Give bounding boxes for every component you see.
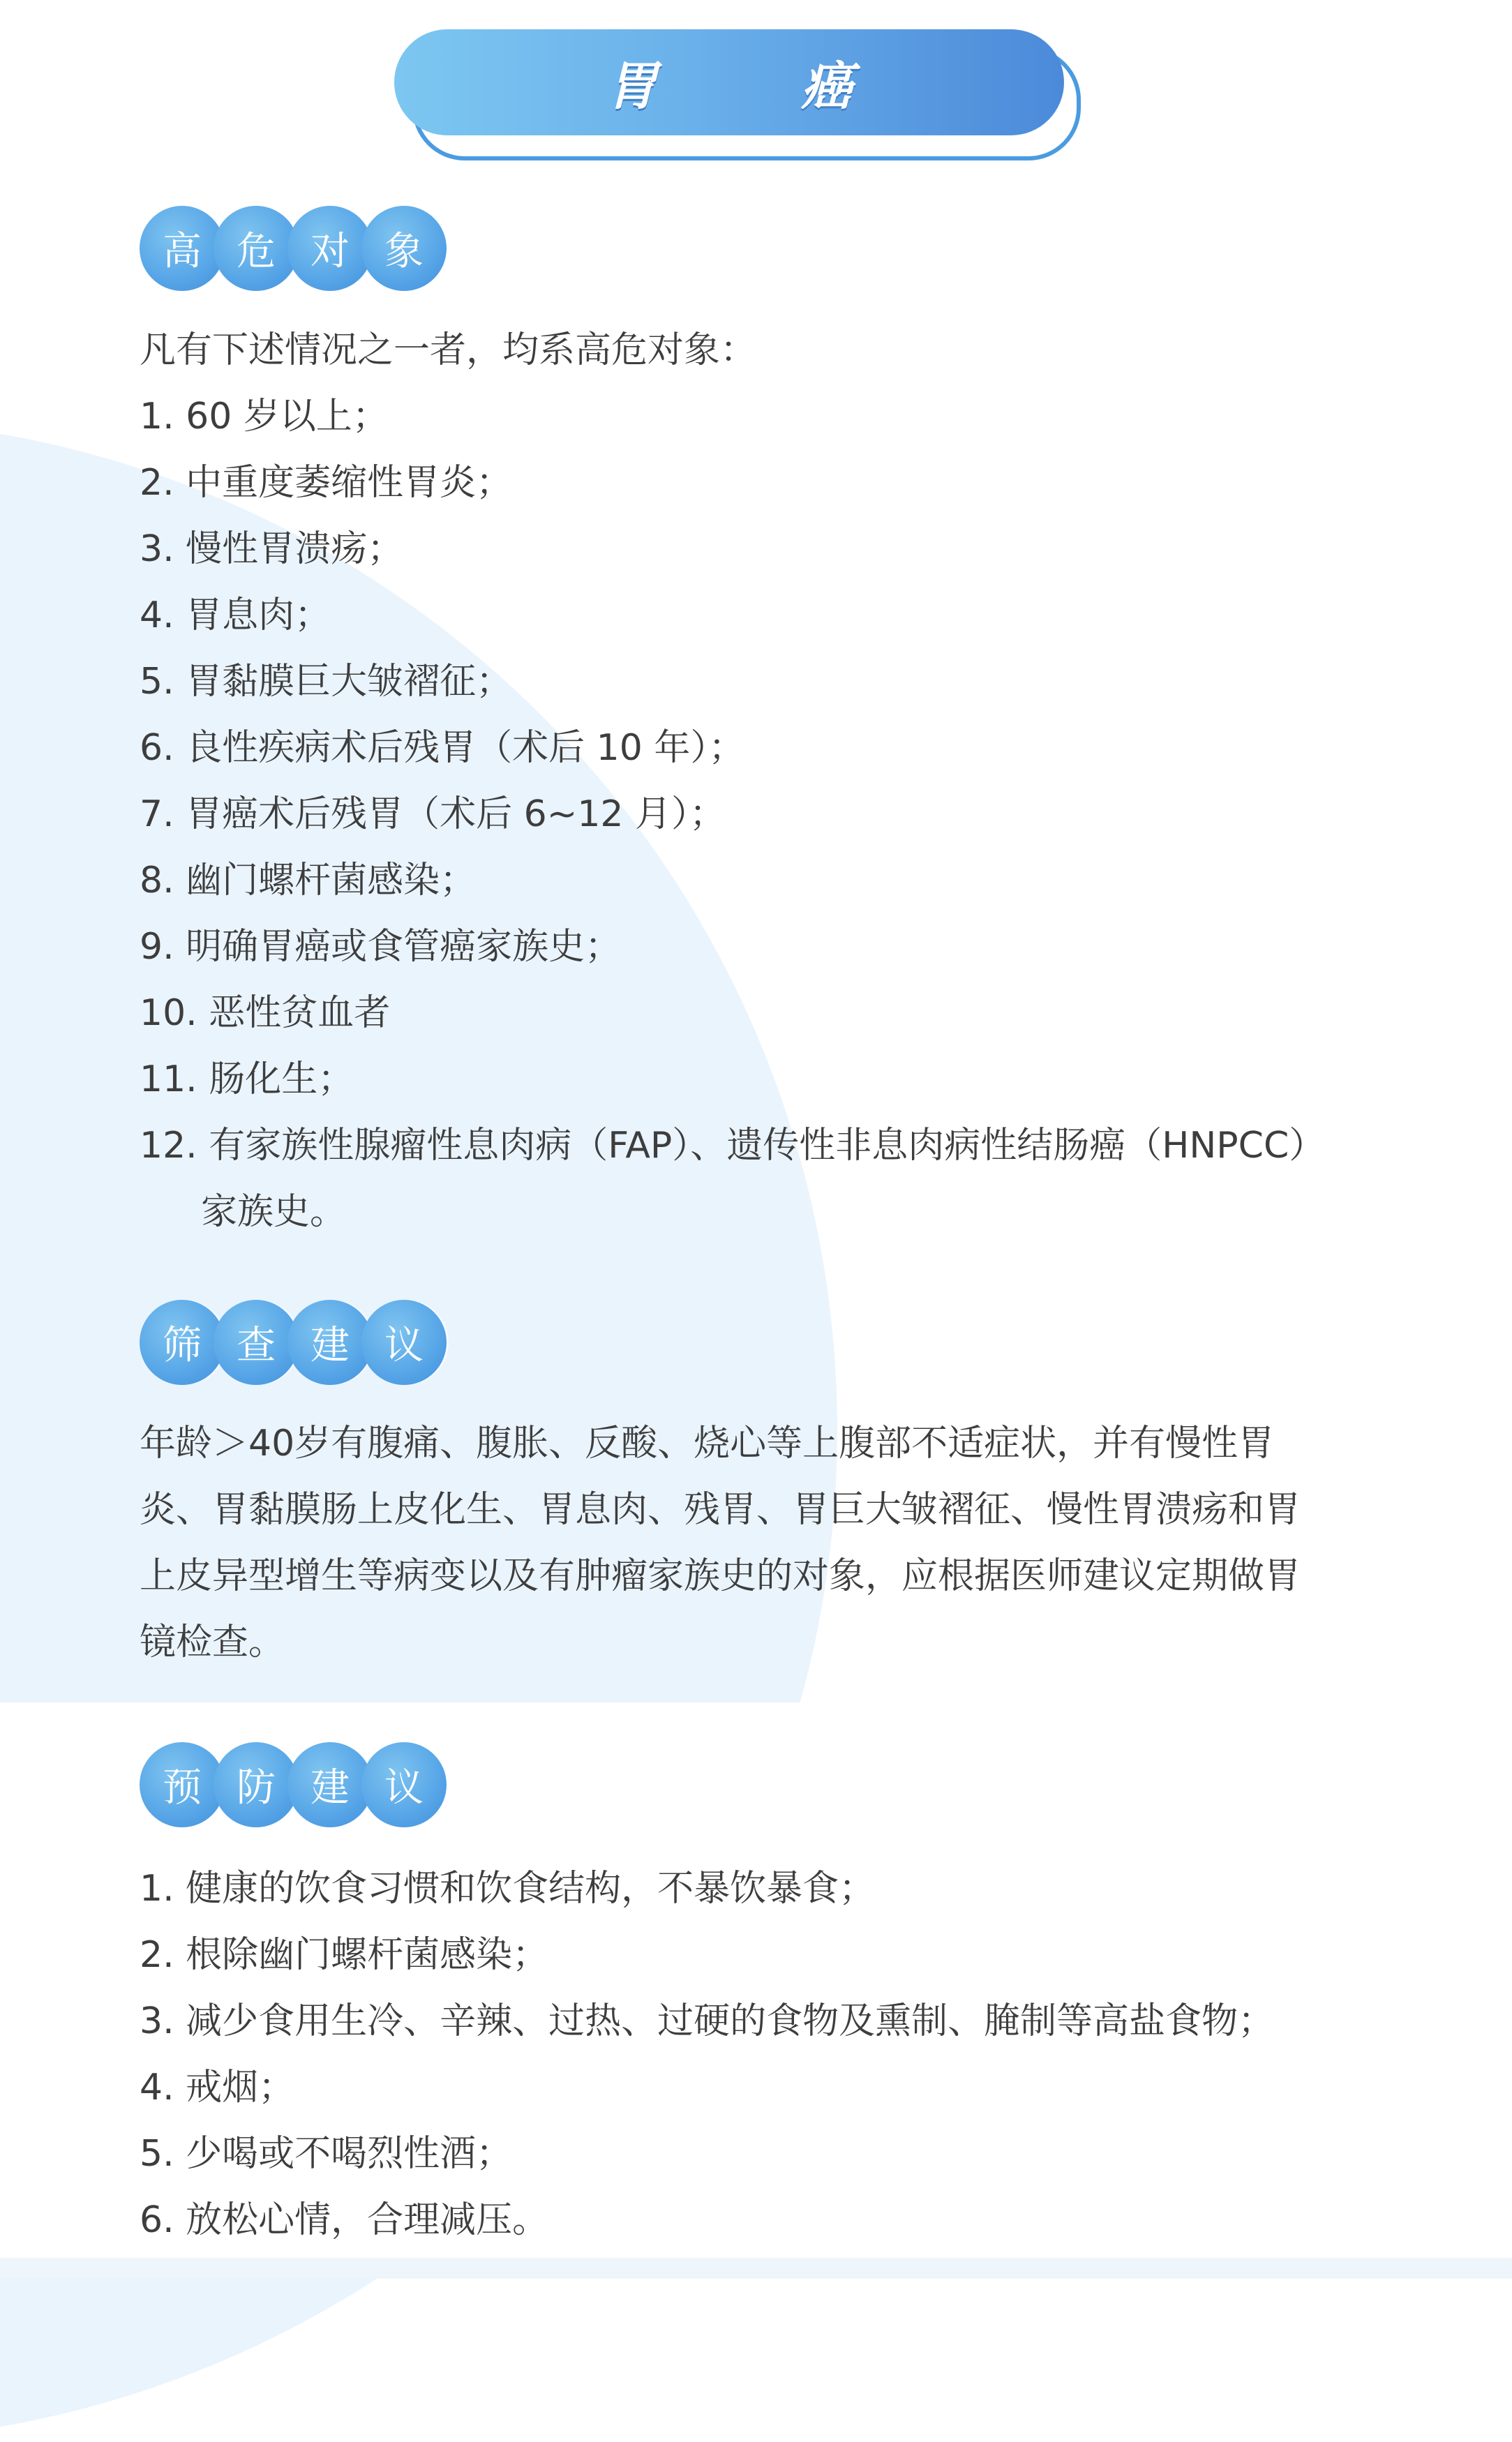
paragraph-line: 镜检查。 [140, 1621, 285, 1663]
list-item: 4. 戒烟； [140, 2067, 295, 2108]
list-item: 6. 良性疾病术后残胃（术后 10 年）； [140, 727, 745, 769]
heading-char: 高 [140, 206, 225, 291]
paragraph-line: 上皮异型增生等病变以及有肿瘤家族史的对象，应根据医师建议定期做胃 [140, 1555, 1301, 1597]
list-item: 2. 根除幽门螺杆菌感染； [140, 1934, 549, 1976]
prevention-list [140, 1856, 1274, 2254]
section-heading-screening [140, 1300, 435, 1385]
heading-char: 象 [361, 206, 447, 291]
title-banner [394, 29, 1078, 155]
heading-char: 危 [214, 206, 299, 291]
high-risk-list [140, 317, 1325, 1245]
heading-char: 防 [214, 1742, 299, 1827]
heading-char: 筛 [140, 1300, 225, 1385]
heading-char: 查 [214, 1300, 299, 1385]
paragraph-line: 炎、胃黏膜肠上皮化生、胃息肉、残胃、胃巨大皱褶征、慢性胃溃疡和胃 [140, 1489, 1301, 1531]
list-item: 2. 中重度萎缩性胃炎； [140, 462, 513, 504]
list-item: 11. 肠化生； [140, 1058, 354, 1100]
heading-char: 建 [287, 1742, 373, 1827]
list-item: 9. 明确胃癌或食管癌家族史； [140, 926, 622, 968]
paragraph-line: 年龄＞40岁有腹痛、腹胀、反酸、烧心等上腹部不适症状，并有慢性胃 [140, 1423, 1275, 1465]
list-item: 4. 胃息肉； [140, 594, 331, 636]
list-item: 3. 慢性胃溃疡； [140, 528, 404, 570]
list-item: 10. 恶性贫血者 [140, 992, 391, 1034]
list-item: 7. 胃癌术后残胃（术后 6~12 月）； [140, 793, 726, 835]
heading-char: 议 [361, 1300, 447, 1385]
list-item: 6. 放松心情，合理减压。 [140, 2199, 549, 2241]
heading-char: 议 [361, 1742, 447, 1827]
list-item: 1. 60 岁以上； [140, 396, 389, 437]
list-item: 1. 健康的饮食习惯和饮食结构，不暴饮暴食； [140, 1868, 876, 1910]
heading-char: 预 [140, 1742, 225, 1827]
section-heading-prevention [140, 1742, 435, 1827]
screening-text [140, 1411, 1301, 1676]
bottom-strip [0, 2258, 1512, 2279]
heading-char: 建 [287, 1300, 373, 1385]
list-item: 8. 幽门螺杆菌感染； [140, 860, 477, 901]
high-risk-intro: 凡有下述情况之一者，均系高危对象： [140, 329, 757, 371]
section-heading-high-risk [140, 206, 435, 291]
list-item: 12. 有家族性腺瘤性息肉病（FAP）、遗传性非息肉病性结肠癌（HNPCC） [140, 1125, 1326, 1167]
list-item-continuation: 家族史。 [201, 1191, 347, 1233]
heading-char: 对 [287, 206, 373, 291]
list-item: 5. 少喝或不喝烈性酒； [140, 2133, 513, 2175]
list-item: 3. 减少食用生冷、辛辣、过热、过硬的食物及熏制、腌制等高盐食物； [140, 2000, 1275, 2042]
title-pill [394, 29, 1064, 135]
page-title: 胃 癌 [606, 57, 915, 117]
list-item: 5. 胃黏膜巨大皱褶征； [140, 661, 513, 703]
